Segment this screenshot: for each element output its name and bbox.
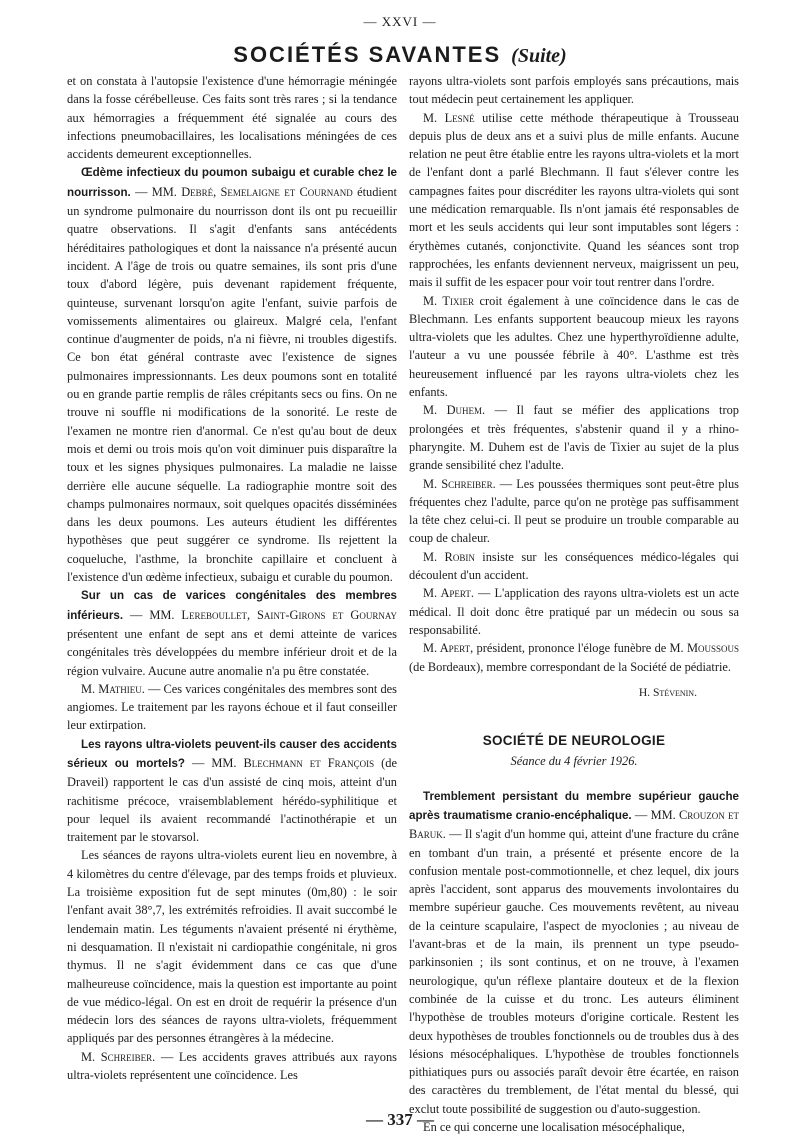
page-number: — 337 — [366,1110,434,1129]
speaker-name: M. Tixier [423,293,474,308]
speaker-name: M. Apert, [423,641,474,656]
speaker-name: M. Robin [423,549,475,564]
paragraph: Tremblement persistant du membre supérieur gauche après traumatisme cranio-encéphalique. — MM. Crouzon et Baruk. — Il s'agit d'un homme qui, atteint d'une fracture du crâne en tombant d'un train, a présenté et présente encore de la confusion mentale post-commotionnelle, et chez lequel, dix jours après l'accident, sont apparus des mouvements involontaires du membre supérieur gauche. Ces mouvements revêtent, au niveau de la ceinture scapulaire, l'aspect de myoclonies ; au niveau de l'avant-bras et de la main, ils prennent un type pseudo-parkinsonien ; ils sont continus, et on ne trouve, à l'examen neurologique, qu'un réflexe plantaire douteux et de la flexion combinée de la cuisse et du tronc. Les auteurs éliminent l'hypothèse de troubles moteurs d'origine corticale. Restent les deux hypothèses de troubles fonctionnels ou de troubles dus à des lésions mésocéphaliques. L'hypothèse de troubles fonctionnels pithiatiques purs ou associés paraît devoir être écartée, en raison des caractères du tremblement, de l'état mental du blessé, qui exclut toute possibilité de suggestion ou d'auto-suggestion. [409,789,739,1116]
paragraph: M. Mathieu. — Ces varices congénitales des membres sont des angiomes. Le traitement par les rayons échoue et il faut conseiller leur extirpation. [67,681,397,733]
society-section-title: SOCIÉTÉ DE NEUROLOGIE [482,733,666,749]
paragraph: M. Apert. — L'application des rayons ultra-violets est un acte médical. Il doit donc être pratiqué par un médecin ou sous sa responsabilité. [409,586,739,637]
section-heading: SOCIÉTÉS SAVANTES [233,42,502,67]
paragraph: Œdème infectieux du poumon subaigu et curable chez le nourrisson. — MM. Debré, Semelaigne et Cournand étudient un syndrome pulmonaire du nourrisson dont ils ont pu recueillir quatre observations. Il s'agit d'enfants sans antécédents héréditaires pathologiques et dont la naissance n'a présenté aucun incident. A l'âge de trois ou quatre semaines, ils sont pris d'une toux d'abord légère, puis devenant rapidement fréquente, quinteuse, survenant lorsqu'on agite l'enfant, suivie parfois de vomissements alimentaires ou glaireux. Malgré cela, l'enfant continue d'augmenter de poids, n'a ni fièvre, ni troubles digestifs. Ce bon état général contraste avec l'existence de signes pulmonaires impressionnants. Les deux poumons sont en totalité ou en grande partie remplis de râles crépitants secs ou fins. On ne trouve ni souffle ni modifications de la sonorité. Le reste de l'examen ne montre rien d'anormal. Ce n'est qu'au bout de deux mois et demi ou trois mois qu'on voit diminuer puis disparaître la toux et les signes physiques pulmonaires. La maladie ne laisse derrière elle aucune séquelle. La radiographie montre soit des champs pulmonaires normaux, soit quelques opacités disséminées dans les deux poumons. Les auteurs étudient les différentes hypothèses que peut suggérer ce syndrome. Ils rejettent la coqueluche, l'asthme, la bronchite capillaire et concluent à l'existence d'un œdème infectieux, subaigu et curable du poumon. [67,166,397,585]
article-heading: Œdème infectieux du poumon subaigu et curable chez le nourrisson. [67,166,397,199]
section-heading-suffix: (Suite) [511,45,567,67]
article-heading: Les rayons ultra-violets peuvent-ils causer des accidents sérieux ou mortels? [67,737,397,770]
paragraph: M. Apert, président, prononce l'éloge funèbre de M. Moussous (de Bordeaux), membre correspondant de la Société de pédiatrie. [409,641,739,674]
article-heading: Tremblement persistant du membre supérieur gauche après traumatisme cranio-encéphalique. [409,789,739,822]
article-heading: Sur un cas de varices congénitales des membres inférieurs. [67,589,397,622]
paragraph: M. Schreiber. — Les poussées thermiques sont peut-être plus fréquentes chez l'adulte, parce qu'on ne protège pas suffisamment la tête chez celui-ci. Il peut se produire un trouble comparable au coup de chaleur. [409,476,739,546]
speaker-name: M. Lesné [423,110,475,125]
paragraph: M. Duhem. — Il faut se méfier des applications trop prolongées et très fréquentes, s'abstenir quand il y a rhino-pharyngite. M. Duhem est de l'avis de Tixier au sujet de la plus grande sensibilité chez l'adulte. [409,403,739,473]
report-signature: H. Stévenin. [638,685,697,699]
page-header [0,42,800,68]
left-column [67,72,397,1084]
speaker-name: M. Schreiber. [81,1049,156,1064]
person-name: Moussous [686,641,739,656]
paragraph: rayons ultra-violets sont parfois employés sans précautions, mais tout médecin peut certainement les appliquer. [409,74,739,107]
speaker-name: M. Mathieu. [81,681,145,696]
author-names: Lereboullet, Saint-Girons et Gournay [181,607,397,622]
paragraph: M. Schreiber. — Les accidents graves attribués aux rayons ultra-violets représentent une coïncidence. Les [67,1049,397,1083]
paragraph: Les rayons ultra-violets peuvent-ils causer des accidents sérieux ou mortels? — MM. Blechmann et François (de Draveil) rapportent le cas d'un assisté de cinq mois, atteint d'un rachitisme précoce, vraisemblablement hérédo-syphilitique et pour lequel ils avaient recommandé l'actinothérapie et un traitement par le stovarsol. [67,737,397,845]
session-date: Séance du 4 février 1926. [510,754,638,769]
right-column [409,72,739,1136]
speaker-name: M. Duhem. [423,403,486,418]
author-names: Blechmann et François [243,755,375,770]
paragraph: En ce qui concerne une localisation mésocéphalique, [423,1120,685,1135]
paragraph: M. Robin insiste sur les conséquences médico-légales qui découlent d'un accident. [409,549,739,583]
paragraph: M. Lesné utilise cette méthode thérapeutique à Trousseau depuis plus de deux ans et a suivi plus de mille enfants. Aucune relation ne peut être établie entre les rayons ultra-violets et la mort de l'enfant dont a parlé Blechmann. Il faut s'élever contre les campagnes faites pour discréditer les rayons ultra-violets qui sont une médication remarquable. Ils n'ont jamais été responsables de mort et les seuls accidents qui leur sont imputables sont légers : érythèmes cutanés, conjonctivite. Quand les séances sont trop rapprochées, les enfants deviennent nerveux, maigrissent un peu, mais il suffit de les espacer pour voir tout rentrer dans l'ordre. [409,110,739,290]
speaker-name: M. Schreiber. [423,476,496,491]
author-names: Crouzon et Baruk. [409,807,739,842]
paragraph: M. Tixier croit également à une coïncidence dans le cas de Blechmann. Les enfants supportent beaucoup mieux les rayons ultra-violets que les adultes. Chez une hyperthyroïdienne adulte, l'auteur a vu une poussée fébrile à 40°. L'asthme est très heureusement influencé par les rayons ultra-violets chez les enfants. [409,293,739,400]
paragraph: Les séances de rayons ultra-violets eurent lieu en novembre, à 4 kilomètres du centre d'élevage, par des temps froids et pluvieux. La troisième exposition fut de sept minutes (0m,80) : le soir l'enfant avait 38°,7, les extrémités refroidies. Il avait succombé le lendemain matin. Les téguments n'avaient présenté ni érythème, ni desquamation. Il n'existait ni cardiopathie congénitale, ni gros thymus. Il ne s'agit évidemment dans ce cas que d'une malheureuse coïncidence, mais la question est importante au point de vue médico-légal. On est en droit de requérir la présence d'un médecin lors des séances de rayons ultra-violets, fréquemment appliqués par des personnes étrangères à la médecine. [67,848,397,1046]
paragraph: Sur un cas de varices congénitales des membres inférieurs. — MM. Lereboullet, Saint-Girons et Gournay présentent une enfant de sept ans et demi atteinte de varices congénitales très développées du membre inférieur droit et de la région vulvaire. Aucune autre anomalie n'a pu être constatée. [67,589,397,678]
paragraph: et on constata à l'autopsie l'existence d'une hémorragie méningée dans la fosse cérébelleuse. Ces faits sont très rares ; si la tendance aux hémorragies a fréquemment été signalée au cours des infections pneumobacillaires, les localisations méningées de ces accidents demeurent exceptionnelles. [67,74,397,162]
author-names: Debré, Semelaigne et Cournand [181,184,353,199]
speaker-name: M. Apert. [423,586,474,601]
page-roman-numeral: — XXVI — [363,14,437,29]
